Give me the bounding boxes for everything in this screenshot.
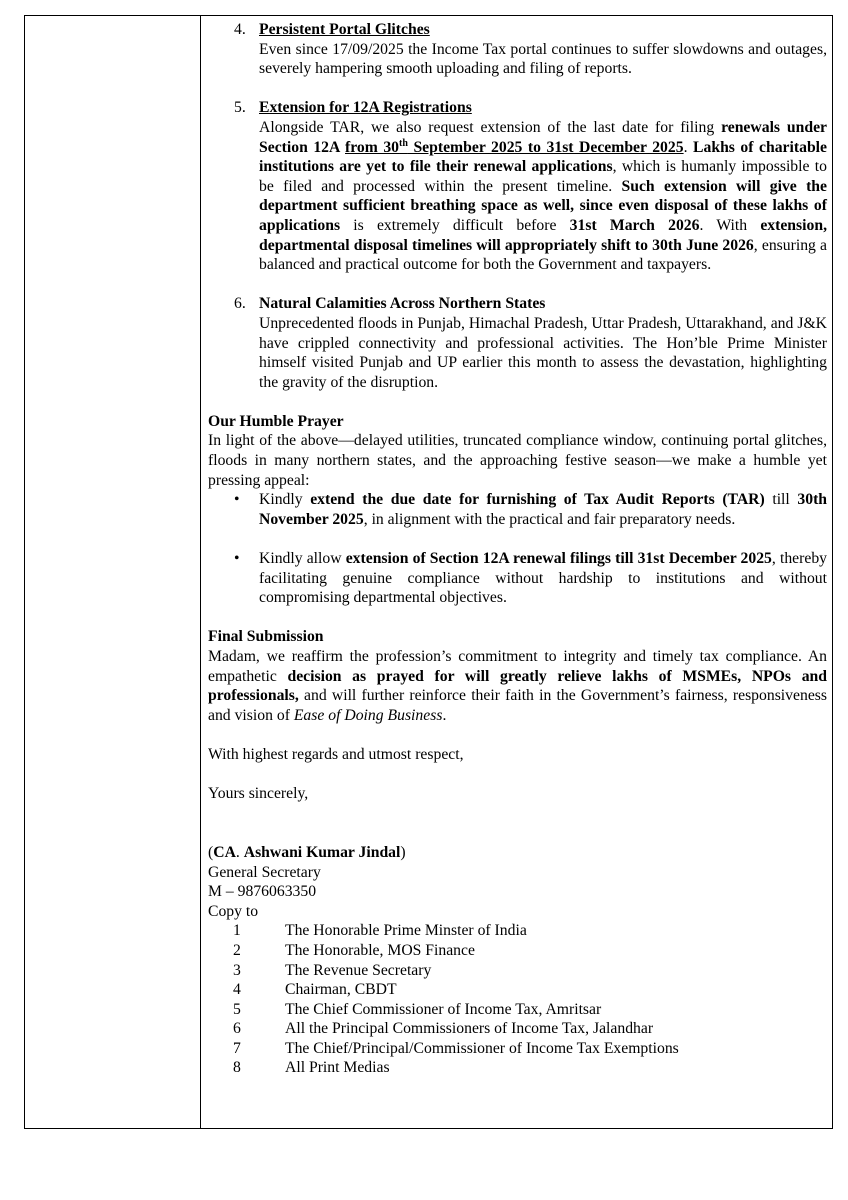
prayer-bullet-1: • Kindly extend the due date for furnishing of Tax Audit Reports (TAR) till 30th November 2025, in alignment with the practical and fair preparatory needs. [234,491,828,528]
letter-table [24,15,833,1129]
list-item: 3 The Revenue Secretary [233,961,432,979]
point-number: 4. [234,21,246,38]
final-heading: Final Submission [208,628,324,646]
regards-line: With highest regards and utmost respect, [208,745,464,763]
letter-content [208,20,827,1078]
list-item: 1 The Honorable Prime Minster of India [233,922,527,940]
copy-to-list [233,921,827,1078]
list-item: 8 All Print Medias [233,1059,390,1077]
list-item: 6 All the Principal Commissioners of Income Tax, Jalandhar [233,1020,654,1038]
point-6 [208,294,827,392]
prayer-intro: In light of the above—delayed utilities, truncated compliance window, continuing portal glitches, floods in many northern states, and the approaching festive season—we make a humble yet pressing appeal: [208,432,827,489]
point-number: 6. [234,295,246,313]
signatory-designation: General Secretary [208,863,321,881]
point-number: 5. [234,99,246,117]
copy-to-label: Copy to [208,902,259,920]
bullet-icon: • [234,491,240,509]
point-body: Unprecedented floods in Punjab, Himachal Pradesh, Uttar Pradesh, Uttarakhand, and J&K have crippled connectivity and professional activities. The Hon’ble Prime Minister himself visited Punjab and UP earlier this month to assess the devastation, highlighting the gravity of the disruption. [259,314,827,391]
closing-line: Yours sincerely, [208,785,309,803]
column-divider [200,16,201,1128]
point-4 [208,20,827,79]
point-title: Persistent Portal Glitches [259,21,430,38]
list-item: 5 The Chief Commissioner of Income Tax, Amritsar [233,1000,602,1018]
point-5 [208,98,827,274]
point-title: Extension for 12A Registrations [259,99,472,117]
prayer-heading: Our Humble Prayer [208,412,344,430]
point-body: Alongside TAR, we also request extension of the last date for filing renewals under Section 12A from 30th September 2025 to 31st December 2025. Lakhs of charitable institutions are yet to file their renewal applications, which is humanly impossible to be filed and processed within the present timeline. Such extension will give the department sufficient breathing space as well, since even disposal of these lakhs of applications is extremely difficult before 31st March 2026. With extension, departmental disposal timelines will appropriately shift to 30th June 2026, ensuring a balanced and practical outcome for both the Government and taxpayers. [259,118,828,274]
final-body: Madam, we reaffirm the profession’s commitment to integrity and timely tax compliance. An empathetic decision as prayed for will greatly relieve lakhs of MSMEs, NPOs and professionals, and will further reinforce their faith in the Government’s fairness, responsiveness and vision of Ease of Doing Business. [208,648,827,724]
signatory-mobile: M – 9876063350 [208,883,317,901]
bullet-icon: • [234,550,240,568]
list-item: 2 The Honorable, MOS Finance [233,941,475,959]
list-item: 7 The Chief/Principal/Commissioner of Income Tax Exemptions [233,1039,679,1057]
point-title: Natural Calamities Across Northern States [259,295,546,313]
point-body: Even since 17/09/2025 the Income Tax portal continues to suffer slowdowns and outages, severely hampering smooth uploading and filing of reports. [259,40,827,78]
list-item: 4 Chairman, CBDT [233,981,397,999]
prayer-bullet-2: • Kindly allow extension of Section 12A renewal filings till 31st December 2025, thereby facilitating genuine compliance without hardship to institutions and without compromising departmental objectives. [234,550,828,607]
signatory-name: (CA. Ashwani Kumar Jindal) [208,843,406,861]
